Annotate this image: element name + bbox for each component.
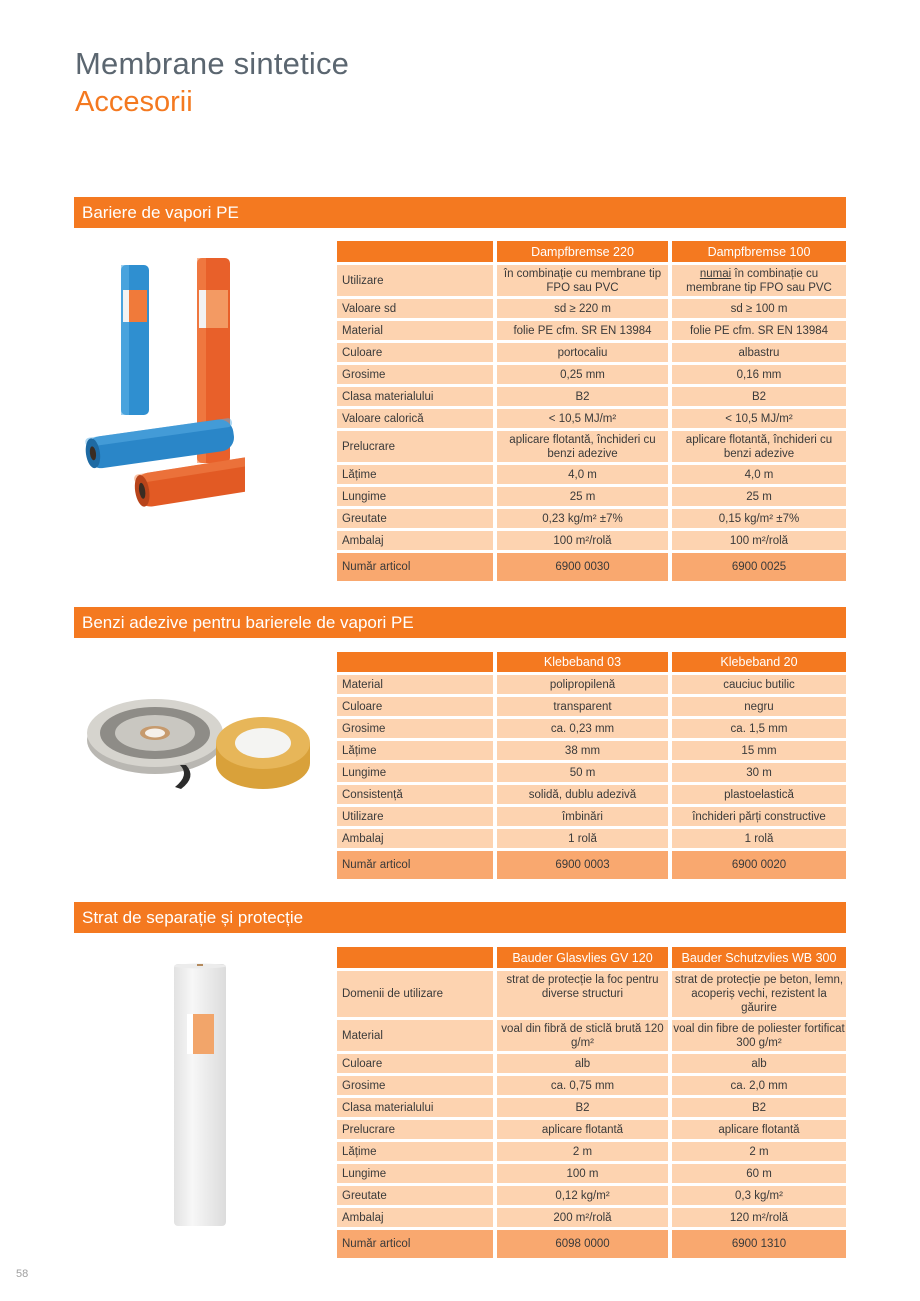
table-row [337,1076,846,1095]
table-row-article-number [337,851,846,879]
row-label: Valoare calorică [337,409,493,428]
table-row [337,387,846,406]
table-row-article-number [337,553,846,581]
row-label: Lungime [337,487,493,506]
table-row [337,1054,846,1073]
cell-value: 4,0 m [497,465,668,484]
underlined-text: numai [699,267,732,280]
cell-value: solidă, dublu adezivă [497,785,668,804]
page-title: Membrane sintetice [75,46,350,81]
cell-value: în combinație cu membrane tip FPO sau PVC [497,265,668,296]
cell-value: 2 m [672,1142,846,1161]
cell-value: B2 [672,1098,846,1117]
row-label: Prelucrare [337,1120,493,1139]
row-label: Clasa materialului [337,387,493,406]
spec-table-adhesive-tapes [337,652,846,882]
table-row [337,1120,846,1139]
column-header: Bauder Schutzvlies WB 300 [672,947,846,968]
table-row [337,1208,846,1227]
column-header: Klebeband 03 [497,652,668,672]
cell-value: închideri părți constructive [672,807,846,826]
cell-value: folie PE cfm. SR EN 13984 [672,321,846,340]
article-number: 6900 0003 [497,851,668,879]
cell-value: 25 m [497,487,668,506]
header-empty-cell [337,652,493,672]
table-row [337,431,846,462]
cell-value: B2 [672,387,846,406]
row-label: Număr articol [337,851,493,879]
cell-value: 1 rolă [497,829,668,848]
table-row [337,697,846,716]
row-label: Utilizare [337,807,493,826]
row-label: Culoare [337,1054,493,1073]
page-subtitle: Accesorii [75,86,193,118]
row-label: Material [337,675,493,694]
cell-value: 60 m [672,1164,846,1183]
table-header-row [337,652,846,672]
cell-value: 1 rolă [672,829,846,848]
row-label: Lungime [337,1164,493,1183]
row-label: Ambalaj [337,1208,493,1227]
cell-value: 30 m [672,763,846,782]
cell-value: ca. 0,23 mm [497,719,668,738]
cell-value: B2 [497,387,668,406]
row-label: Consistență [337,785,493,804]
table-row [337,763,846,782]
cell-value: strat de protecție la foc pentru diverse structuri [497,971,668,1017]
cell-value: 0,23 kg/m² ±7% [497,509,668,528]
row-label: Ambalaj [337,531,493,550]
cell-value: 4,0 m [672,465,846,484]
row-label: Greutate [337,1186,493,1205]
row-label: Material [337,321,493,340]
table-row [337,1164,846,1183]
row-label: Grosime [337,365,493,384]
cell-value: alb [497,1054,668,1073]
cell-value: sd ≥ 100 m [672,299,846,318]
cell-value: 25 m [672,487,846,506]
section-title-separation-layer: Strat de separație și protecție [74,902,846,933]
row-label: Lățime [337,465,493,484]
table-row [337,365,846,384]
cell-value: polipropilenă [497,675,668,694]
table-row [337,785,846,804]
cell-value: voal din fibre de poliester fortificat 300 g/m² [672,1020,846,1051]
cell-value: 2 m [497,1142,668,1161]
cell-value: B2 [497,1098,668,1117]
table-row [337,719,846,738]
table-row-article-number [337,1230,846,1258]
column-header: Klebeband 20 [672,652,846,672]
row-label: Lungime [337,763,493,782]
table-row [337,409,846,428]
header-empty-cell [337,241,493,262]
table-row [337,509,846,528]
cell-value: aplicare flotantă, închideri cu benzi adezive [672,431,846,462]
table-row [337,487,846,506]
cell-value: 0,25 mm [497,365,668,384]
cell-value: < 10,5 MJ/m² [497,409,668,428]
product-image-vapor-barrier-rolls [85,255,245,510]
cell-value: aplicare flotantă [497,1120,668,1139]
cell-value: 38 mm [497,741,668,760]
row-label: Culoare [337,697,493,716]
table-row [337,1142,846,1161]
row-label: Valoare sd [337,299,493,318]
table-row [337,321,846,340]
table-header-row [337,947,846,968]
row-label: Greutate [337,509,493,528]
cell-value: alb [672,1054,846,1073]
cell-value: albastru [672,343,846,362]
cell-value: voal din fibră de sticlă brută 120 g/m² [497,1020,668,1051]
cell-value: numai în combinație cu membrane tip FPO sau PVC [672,265,846,296]
table-row [337,807,846,826]
cell-value: sd ≥ 220 m [497,299,668,318]
cell-value: 0,12 kg/m² [497,1186,668,1205]
spec-table-vapor-barrier [337,241,846,584]
row-label: Utilizare [337,265,493,296]
cell-value: ca. 2,0 mm [672,1076,846,1095]
row-label: Lățime [337,1142,493,1161]
cell-value: negru [672,697,846,716]
cell-value: aplicare flotantă [672,1120,846,1139]
cell-value: 15 mm [672,741,846,760]
cell-value: 100 m [497,1164,668,1183]
article-number: 6900 0020 [672,851,846,879]
cell-value: portocaliu [497,343,668,362]
column-header: Dampfbremse 220 [497,241,668,262]
cell-value: cauciuc butilic [672,675,846,694]
cell-value: 0,16 mm [672,365,846,384]
row-label: Culoare [337,343,493,362]
row-label: Grosime [337,719,493,738]
cell-value: < 10,5 MJ/m² [672,409,846,428]
column-header: Dampfbremse 100 [672,241,846,262]
table-header-row [337,241,846,262]
cell-value: strat de protecție pe beton, lemn, acoperiș vechi, rezistent la găurire [672,971,846,1017]
cell-value: 50 m [497,763,668,782]
table-row [337,265,846,296]
cell-value: 0,3 kg/m² [672,1186,846,1205]
table-row [337,343,846,362]
row-label: Grosime [337,1076,493,1095]
cell-value: 100 m²/rolă [672,531,846,550]
article-number: 6098 0000 [497,1230,668,1258]
row-label: Ambalaj [337,829,493,848]
cell-value: ca. 1,5 mm [672,719,846,738]
cell-value: 0,15 kg/m² ±7% [672,509,846,528]
table-row [337,829,846,848]
table-row [337,971,846,1017]
table-row [337,1098,846,1117]
row-label: Clasa materialului [337,1098,493,1117]
table-row [337,465,846,484]
cell-value: folie PE cfm. SR EN 13984 [497,321,668,340]
article-number: 6900 0025 [672,553,846,581]
table-row [337,531,846,550]
row-label: Material [337,1020,493,1051]
section-title-vapor-barrier: Bariere de vapori PE [74,197,846,228]
table-row [337,741,846,760]
row-label: Număr articol [337,1230,493,1258]
row-label: Lățime [337,741,493,760]
article-number: 6900 1310 [672,1230,846,1258]
product-image-adhesive-tapes [85,685,325,795]
row-label: Număr articol [337,553,493,581]
row-label: Domenii de utilizare [337,971,493,1017]
cell-value: 100 m²/rolă [497,531,668,550]
cell-value: ca. 0,75 mm [497,1076,668,1095]
page-number: 58 [16,1268,29,1280]
cell-value: transparent [497,697,668,716]
table-row [337,1186,846,1205]
table-row [337,1020,846,1051]
table-row [337,675,846,694]
cell-value: îmbinări [497,807,668,826]
row-label: Prelucrare [337,431,493,462]
header-empty-cell [337,947,493,968]
cell-value: 120 m²/rolă [672,1208,846,1227]
product-image-fleece-roll [170,962,230,1230]
spec-table-separation-layer [337,947,846,1261]
article-number: 6900 0030 [497,553,668,581]
column-header: Bauder Glasvlies GV 120 [497,947,668,968]
section-title-adhesive-tapes: Benzi adezive pentru barierele de vapori PE [74,607,846,638]
cell-value: 200 m²/rolă [497,1208,668,1227]
cell-value: aplicare flotantă, închideri cu benzi adezive [497,431,668,462]
table-row [337,299,846,318]
cell-value: plastoelastică [672,785,846,804]
